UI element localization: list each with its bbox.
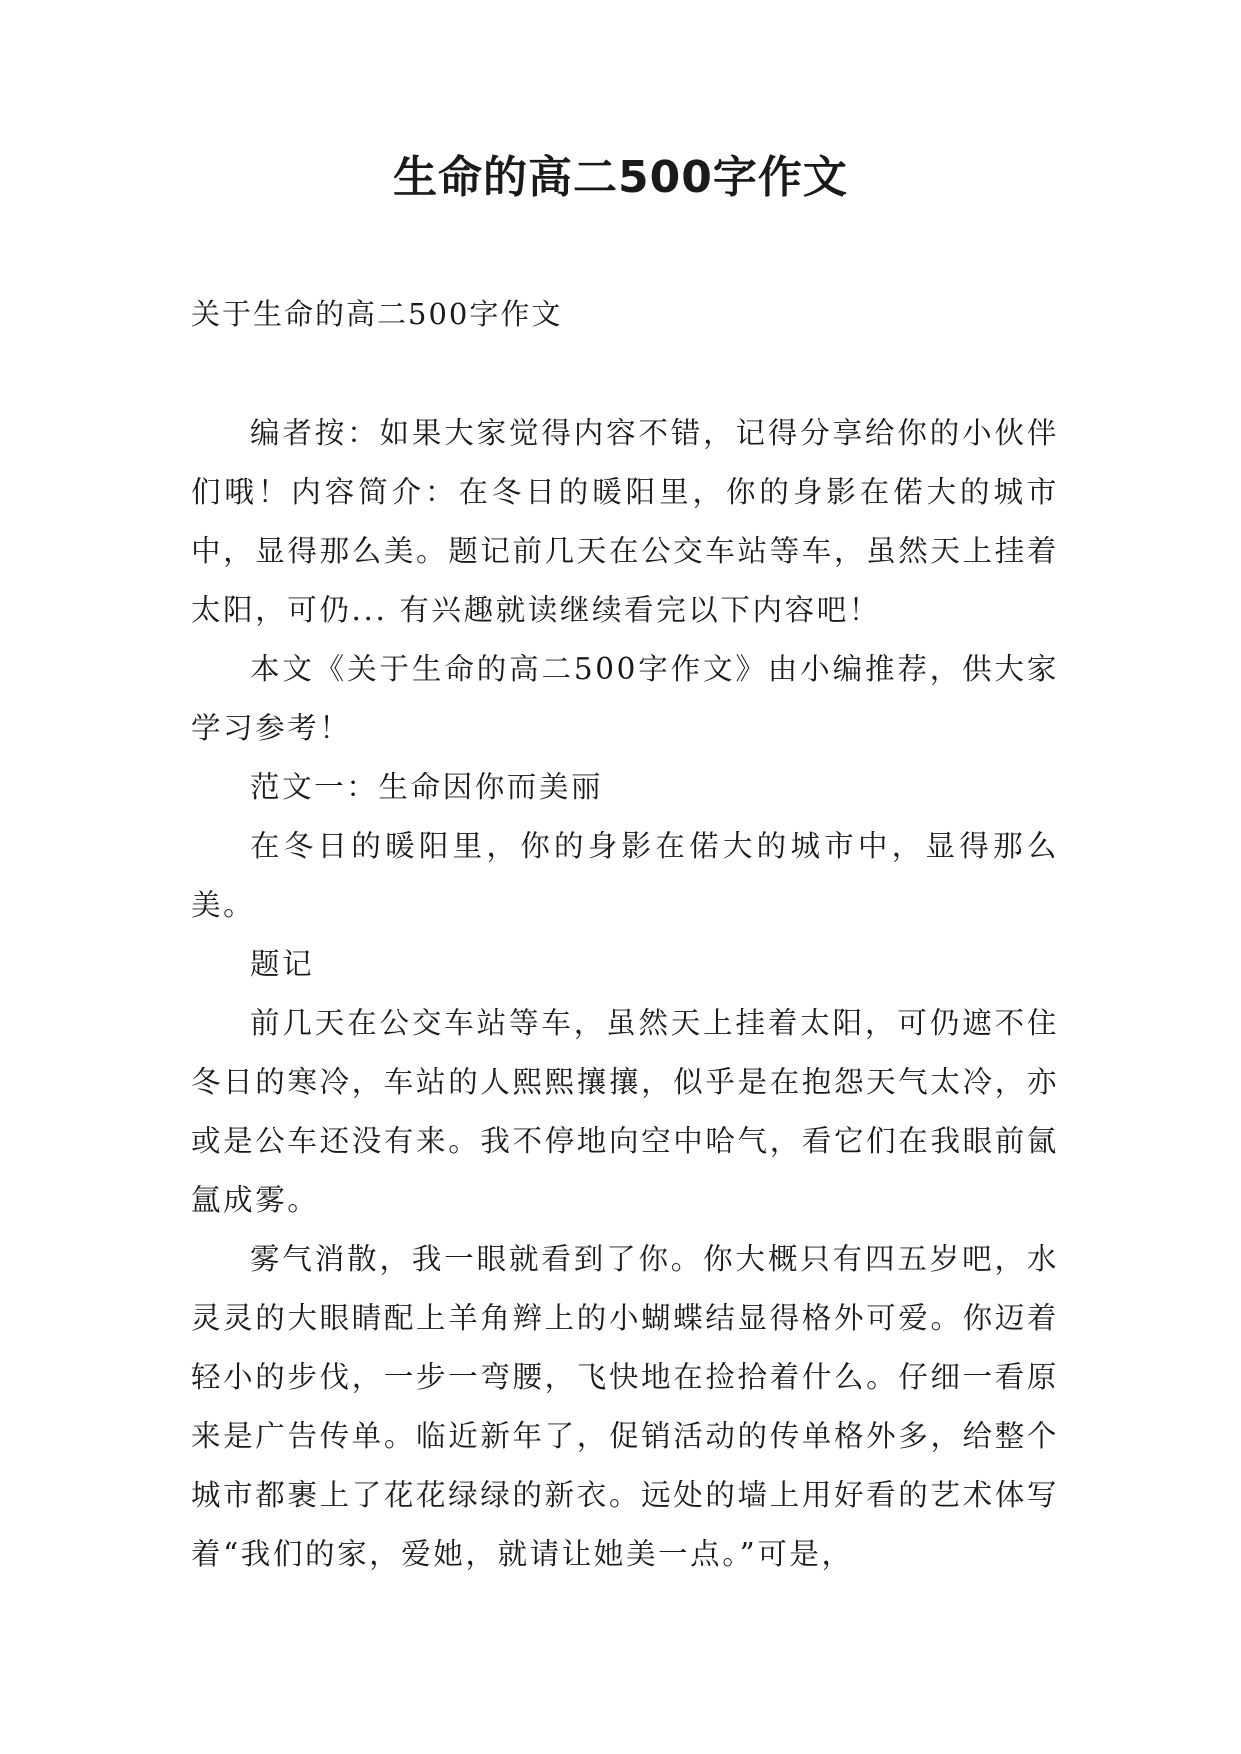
paragraph-bus-stop: 前几天在公交车站等车，虽然天上挂着太阳，可仍遮不住冬日的寒冷，车站的人熙熙攘攘，似乎是在抱怨天气太冷，亦或是公车还没有来。我不停地向空中哈气，看它们在我眼前氤氲成雾。: [191, 1006, 1059, 1217]
paragraph-little-girl: 雾气消散，我一眼就看到了你。你大概只有四五岁吧，水灵灵的大眼睛配上羊角辫上的小蝴蝶结显得格外可爱。你迈着轻小的步伐，一步一弯腰，飞快地在捡拾着什么。仔细一看原来是广告传单。临近新年了，促销活动的传单格外多，给整个城市都裹上了花花绿绿的新衣。远处的墙上用好看的艺术体写着“我们的家，爱她，就请让她美一点。”可是，: [191, 1242, 1059, 1571]
paragraph-epigraph: 在冬日的暖阳里，你的身影在偌大的城市中，显得那么美。: [191, 829, 1059, 922]
document-body: [191, 404, 1059, 1584]
paragraph-recommendation: 本文《关于生命的高二500字作文》由小编推荐，供大家学习参考！: [191, 652, 1059, 745]
paragraph-epigraph-label: 题记: [250, 947, 315, 981]
paragraph-sample-heading: 范文一：生命因你而美丽: [250, 770, 604, 804]
document-subtitle: 关于生命的高二500字作文: [191, 297, 563, 331]
paragraph-editor-note: 编者按：如果大家觉得内容不错，记得分享给你的小伙伴们哦！内容简介：在冬日的暖阳里，你的身影在偌大的城市中，显得那么美。题记前几天在公交车站等车，虽然天上挂着太阳，可仍... 有兴趣就读继续看完以下内容吧！: [191, 416, 1059, 627]
document-title: 生命的高二500字作文: [393, 152, 848, 203]
